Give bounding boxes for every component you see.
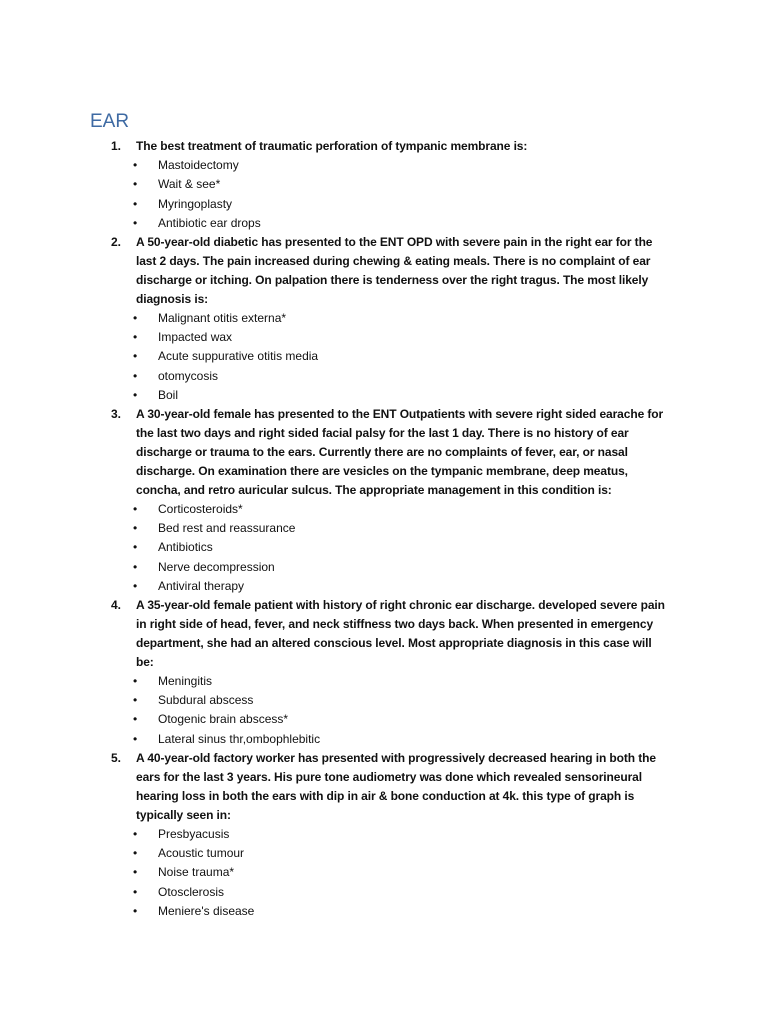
bullet-icon: •: [133, 693, 138, 708]
option-text: Wait & see*: [158, 177, 221, 192]
option-item: [111, 309, 671, 328]
option-text: Nerve decompression: [158, 559, 275, 574]
option-text: Acoustic tumour: [158, 845, 245, 860]
question-number: 4.: [111, 598, 121, 613]
option-text: Acute suppurative otitis media: [158, 349, 319, 364]
bullet-icon: •: [133, 826, 138, 841]
option-item: [111, 195, 671, 214]
bullet-icon: •: [133, 310, 138, 325]
question-body: A 40-year-old factory worker has presented with progressively decreased hearing in both the ears for the last 3 years. His pure tone audiometry was done which revealed sensorineural hearing loss in both the ears with dip in air & bone conduction at 4k. this type of graph is typically seen in:: [136, 751, 656, 822]
bullet-icon: •: [133, 349, 138, 364]
question-item: [111, 405, 671, 596]
bullet-icon: •: [133, 177, 138, 192]
option-item: [111, 328, 671, 347]
bullet-icon: •: [133, 903, 138, 918]
option-text: Antiviral therapy: [158, 578, 245, 593]
bullet-icon: •: [133, 884, 138, 899]
question-body: A 30-year-old female has presented to the ENT Outpatients with severe right sided earache for the last two days and right sided facial palsy for the last 1 day. There is no history of ear discharge or trauma to the ears. Currently there are no complaints of fever, ear, or nasal discharge. On examination there are vesicles on the tympanic membrane, deep meatus, concha, and retro auricular sulcus. The appropriate management in this condition is:: [136, 407, 664, 497]
question-body: A 50-year-old diabetic has presented to the ENT OPD with severe pain in the right ear for the last 2 days. The pain increased during chewing & eating meals. There is no complaint of ear discharge or itching. On palpation there is tenderness over the right tragus. The most likely diagnosis is:: [136, 235, 653, 306]
bullet-icon: •: [133, 501, 138, 516]
option-item: [111, 902, 671, 921]
option-text: Meniere's disease: [158, 903, 255, 918]
bullet-icon: •: [133, 521, 138, 536]
option-item: [111, 500, 671, 519]
option-item: [111, 691, 671, 710]
question-text: [111, 137, 671, 156]
option-text: Otosclerosis: [158, 884, 225, 899]
option-list: [111, 309, 671, 405]
bullet-icon: •: [133, 673, 138, 688]
option-text: Lateral sinus thr,ombophlebitic: [158, 731, 321, 746]
bullet-icon: •: [133, 368, 138, 383]
bullet-icon: •: [133, 215, 138, 230]
option-item: [111, 863, 671, 882]
option-item: [111, 386, 671, 405]
question-item: [111, 233, 671, 405]
bullet-icon: •: [133, 865, 138, 880]
option-text: Myringoplasty: [158, 196, 233, 211]
bullet-icon: •: [133, 540, 138, 555]
option-item: [111, 883, 671, 902]
option-text: Subdural abscess: [158, 693, 254, 708]
option-item: [111, 347, 671, 366]
bullet-icon: •: [133, 559, 138, 574]
section-heading: EAR: [90, 111, 130, 132]
question-body: The best treatment of traumatic perforation of tympanic membrane is:: [136, 139, 528, 153]
option-item: [111, 175, 671, 194]
question-text: [111, 405, 671, 500]
option-item: [111, 367, 671, 386]
bullet-icon: •: [133, 330, 138, 345]
option-text: Impacted wax: [158, 330, 233, 345]
option-text: Boil: [158, 387, 179, 402]
bullet-icon: •: [133, 157, 138, 172]
question-text: [111, 749, 671, 825]
option-item: [111, 672, 671, 691]
option-item: [111, 156, 671, 175]
question-number: 2.: [111, 235, 121, 250]
bullet-icon: •: [133, 712, 138, 727]
question-text: [111, 596, 671, 672]
bullet-icon: •: [133, 196, 138, 211]
option-text: Presbyacusis: [158, 826, 230, 841]
question-item: [111, 749, 671, 921]
option-text: Antibiotics: [158, 540, 213, 555]
option-text: Otogenic brain abscess*: [158, 712, 289, 727]
option-item: [111, 825, 671, 844]
option-list: [111, 500, 671, 596]
option-list: [111, 672, 671, 749]
option-text: Bed rest and reassurance: [158, 521, 296, 536]
question-number: 3.: [111, 407, 121, 422]
option-list: [111, 156, 671, 233]
bullet-icon: •: [133, 578, 138, 593]
question-number: 5.: [111, 751, 121, 766]
question-number: 1.: [111, 139, 121, 153]
option-text: Noise trauma*: [158, 865, 235, 880]
question-item: [111, 137, 671, 233]
option-text: otomycosis: [158, 368, 219, 383]
bullet-icon: •: [133, 387, 138, 402]
option-item: [111, 538, 671, 557]
question-body: A 35-year-old female patient with history of right chronic ear discharge. developed severe pain in right side of head, fever, and neck stiffness two days back. When presented in emergency department, she had an altered conscious level. Most appropriate diagnosis in this case will be:: [136, 598, 665, 669]
option-text: Meningitis: [158, 673, 213, 688]
question-item: [111, 596, 671, 749]
option-text: Mastoidectomy: [158, 157, 239, 172]
option-text: Corticosteroids*: [158, 501, 243, 516]
option-text: Malignant otitis externa*: [158, 310, 287, 325]
question-list: [111, 137, 671, 921]
option-item: [111, 844, 671, 863]
option-item: [111, 558, 671, 577]
option-item: [111, 577, 671, 596]
option-text: Antibiotic ear drops: [158, 215, 261, 230]
option-item: [111, 214, 671, 233]
option-item: [111, 710, 671, 729]
bullet-icon: •: [133, 845, 138, 860]
option-item: [111, 730, 671, 749]
option-list: [111, 825, 671, 921]
question-text: [111, 233, 671, 309]
option-item: [111, 519, 671, 538]
bullet-icon: •: [133, 731, 138, 746]
